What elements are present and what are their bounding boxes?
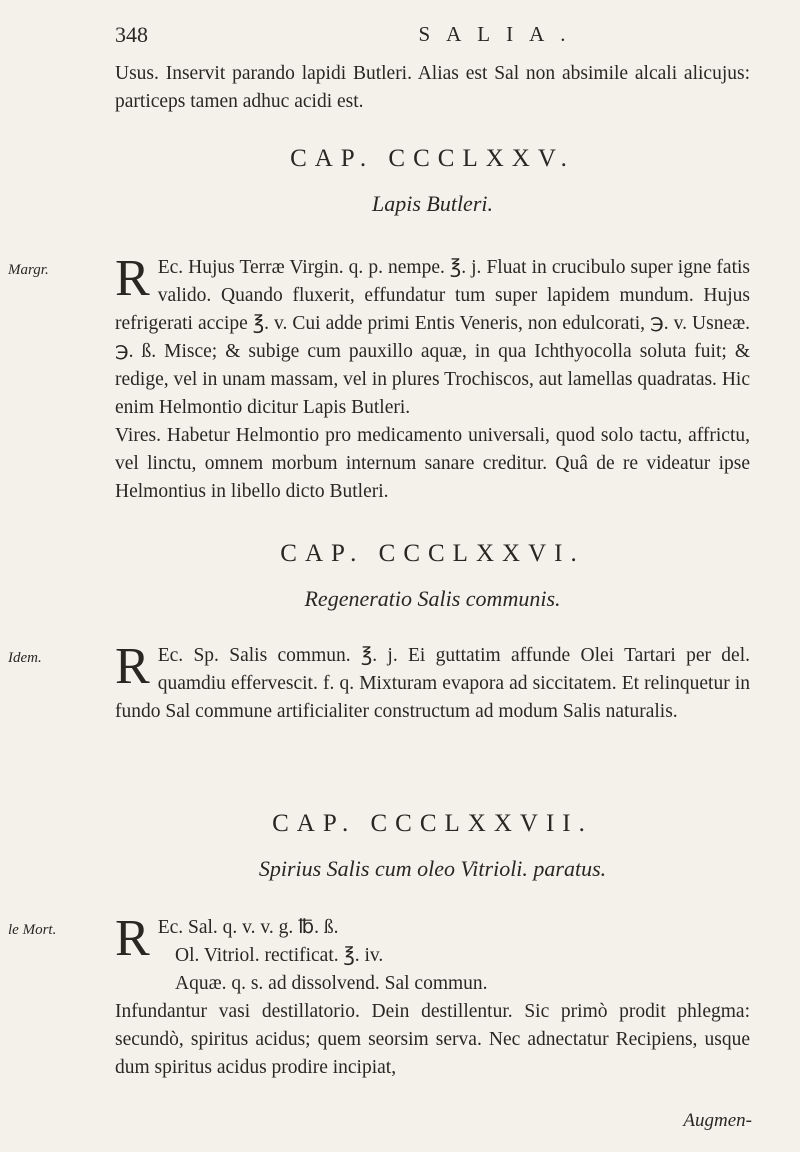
chapter-title: Regeneratio Salis communis. xyxy=(304,586,561,611)
page-number: 348 xyxy=(115,22,148,47)
recipe-line: Ec. Sal. q. v. v. g. ℔. ß. xyxy=(157,917,339,938)
catchword: Augmen- xyxy=(683,1110,752,1131)
recipe-line: Aquæ. q. s. ad dissolvend. Sal commun. xyxy=(175,973,488,994)
chapter-title: Spirius Salis cum oleo Vitrioli. paratus. xyxy=(258,856,607,881)
chapter-heading: CAP. CCCLXXVII. xyxy=(272,810,593,837)
recipe-text: Ec. Sp. Salis commun. ℥. j. Ei guttatim affunde Olei Tartari per del. quamdiu effervescit. f. q. Mixturam evapora ad siccitatem. Et relinquetur in fundo Sal commune artificialiter constructum ad modum Salis naturalis. xyxy=(115,645,750,722)
instruction-paragraph: Infundantur vasi destillatorio. Dein destillentur. Sic primò prodit phlegma: secundò, spiritus acidus; quem seorsim serva. Nec adnectatur Recipiens, usque dum spiritus acidus prodire incipiat, xyxy=(115,1001,750,1078)
drop-cap: R xyxy=(115,250,150,307)
chapter-heading: CAP. CCCLXXVI. xyxy=(280,540,585,567)
recipe-text: Ec. Hujus Terræ Virgin. q. p. nempe. ℥. j. Fluat in crucibulo super igne fatis valido. Quando fluxerit, effundatur tum super lapidem mundum. Hujus refrigerati accipe ℥. v. Cui adde primi Entis Veneris, non edulcorati, ℈. v. Usneæ. ℈. ß. Misce; & subige cum pauxillo aquæ, in qua Ichthyocolla soluta fuit; & redige, vel in unam massam, vel in plures Trochiscos, aut lamellas quadratas. Hic enim Helmontio dicitur Lapis Butleri. xyxy=(115,257,750,418)
chapter-376-body xyxy=(115,638,750,726)
chapter-377 xyxy=(115,810,750,882)
intro-paragraph: Usus. Inservit parando lapidi Butleri. Alias est Sal non absimile alcali alicujus: particeps tamen adhuc acidi est. xyxy=(115,63,750,112)
chapter-375-body xyxy=(115,250,750,506)
page-header xyxy=(115,22,750,52)
chapter-heading: CAP. CCCLXXV. xyxy=(290,145,575,172)
drop-cap: R xyxy=(115,910,150,967)
running-head: SALIA. xyxy=(418,22,582,46)
margin-note: Idem. xyxy=(8,650,42,666)
recipe-line: Ol. Vitriol. rectificat. ℥. iv. xyxy=(175,945,384,966)
margin-note: le Mort. xyxy=(8,922,57,938)
recipe-paragraph xyxy=(115,638,750,726)
chapter-375 xyxy=(115,145,750,217)
drop-cap: R xyxy=(115,638,150,695)
recipe-paragraph xyxy=(115,250,750,422)
intro-block xyxy=(115,60,750,116)
vires-paragraph: Vires. Habetur Helmontio pro medicamento universali, quod solo tactu, affrictu, vel linctu, omnem morbum internum sanare creditur. Quâ de re videatur ipse Helmontius in libello dicto Butleri. xyxy=(115,425,750,502)
chapter-title: Lapis Butleri. xyxy=(371,191,493,216)
margin-note: Margr. xyxy=(8,262,49,278)
chapter-377-body xyxy=(115,910,750,1082)
chapter-376 xyxy=(115,540,750,612)
